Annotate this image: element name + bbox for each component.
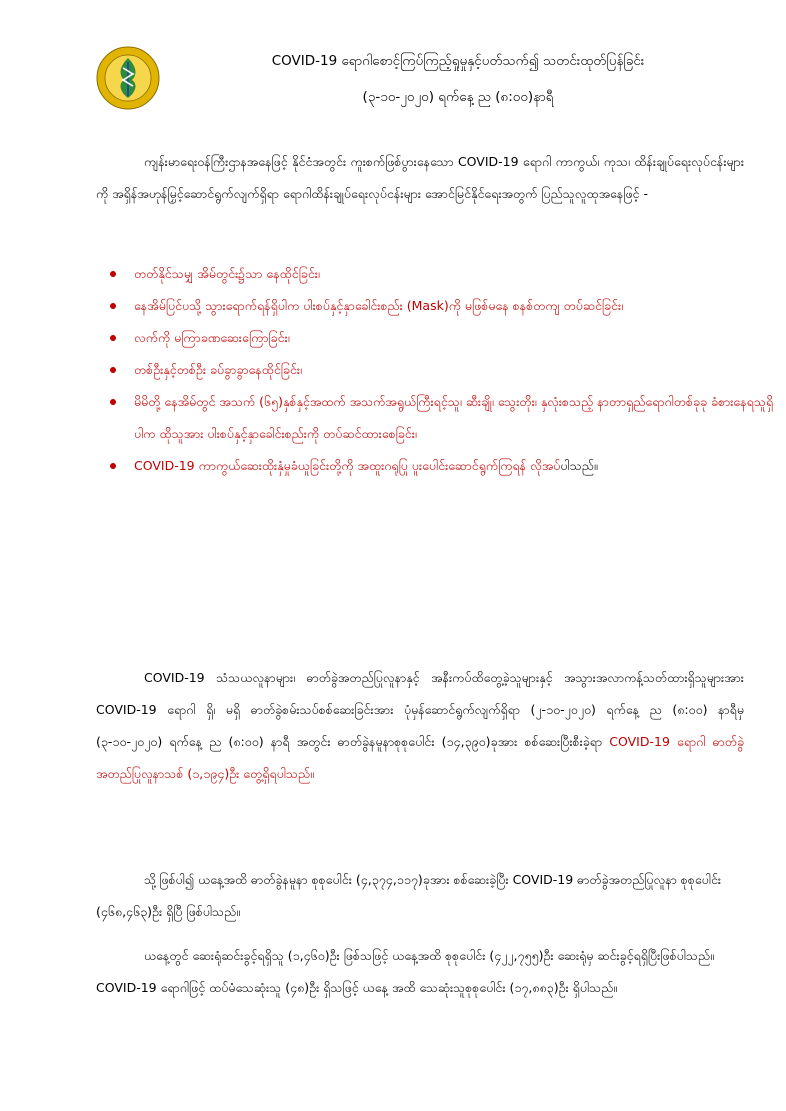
total-cases-paragraph: သို့ဖြစ်ပါ၍ ယနေ့အထိ ဓာတ်ခွဲနမူနာ စုစုပေါင်း (၄,၃၇၄,၁၁၇)ခုအား စစ်ဆေးခဲ့ပြီး COVID-19 ဓာတ်ခွဲအတည်ပြုလူနာ စုစုပေါင်း (၄၆၈,၄၆၃)ဦး ရှိပြီ ဖြစ်ပါသည်။ bbox=[96, 872, 722, 919]
list-item: လက်ကို မကြာခဏဆေးကြောခြင်း၊ bbox=[134, 322, 782, 354]
list-item: တစ်ဦးနှင့်တစ်ဦး ခပ်ခွာခွာနေထိုင်ခြင်း၊ bbox=[134, 354, 782, 386]
recovery-deaths-paragraph: ယနေ့တွင် ဆေးရုံဆင်းခွင့်ရရှိသူ (၁,၄၆၀)ဦး ဖြစ်သဖြင့် ယနေ့အထိ စုစုပေါင်း (၄၂၂,၇၅၅)ဦး ဆေးရုံမှ ဆင်းခွင့်ရရှိပြီးဖြစ်ပါသည်။ COVID-19 ရောဂါဖြင့် ထပ်မံသေဆုံးသူ (၄၈)ဦး ရှိသဖြင့် ယနေ့ အထိ သေဆုံးသူစုစုပေါင်း (၁၇,၈၈၃)ဦး ရှိပါသည်။ bbox=[96, 948, 714, 995]
list-item: မိမိတို့ နေအိမ်တွင် အသက် (၆၅)နှစ်နှင့်အထက် အသက်အရွယ်ကြီးရင့်သူ၊ ဆီးချို၊ သွေးတိုး၊ နှလုံးစသည့် နာတာရှည်ရောဂါတစ်ခုခု ခံစားနေရသူရှိပါက ထိုသူအား ပါးစပ်နှင့်နှာခေါင်းစည်းကို တပ်ဆင်ထားစေခြင်း၊ bbox=[134, 386, 782, 450]
guideline-list bbox=[96, 258, 782, 482]
title-line-2: (၃-၁၀-၂၀၂၀) ရက်နေ့ ည (၈:၀၀)နာရီ bbox=[362, 89, 554, 105]
list-item: တတ်နိုင်သမျှ အိမ်တွင်း၌သာ နေထိုင်ခြင်း၊ bbox=[134, 258, 782, 290]
ministry-of-health-seal-icon bbox=[96, 46, 160, 110]
list-item: COVID-19 ကာကွယ်ဆေးထိုးနှံမှုခံယူခြင်းတို့ကို အထူးဂရုပြု ပူးပေါင်းဆောင်ရွက်ကြရန် လိုအပ်ပါသည်။ bbox=[134, 450, 782, 482]
testing-paragraph: COVID-19 သံသယလူနာများ၊ ဓာတ်ခွဲအတည်ပြုလူနာနှင့် အနီးကပ်ထိတွေ့ခဲ့သူများနှင့် အသွားအလာကန့်သတ်ထားရှိသူများအား COVID-19 ရောဂါ ရှိ၊ မရှိ ဓာတ်ခွဲစမ်းသပ်စစ်ဆေးခြင်းအား ပုံမှန်ဆောင်ရွက်လျက်ရှိရာ (၂-၁၀-၂၀၂၀) ရက်နေ့ ည (၈:၀၀) နာရီမှ (၃-၁၀-၂၀၂၀) ရက်နေ့ ည (၈:၀၀) နာရီ အတွင်း ဓာတ်ခွဲနမူနာစုစုပေါင်း (၁၄,၃၉၀)ခုအား စစ်ဆေးပြီးစီးခဲ့ရာ COVID-19 ရောဂါ ဓာတ်ခွဲ အတည်ပြုလူနာသစ် (၁,၁၉၄)ဦး တွေ့ရှိရပါသည်။ bbox=[96, 670, 744, 781]
title-line-1: COVID-19 ရောဂါစောင့်ကြပ်ကြည့်ရှုမှုနှင့်ပတ်သက်၍ သတင်းထုတ်ပြန်ခြင်း bbox=[271, 53, 645, 69]
new-cases-highlight: COVID-19 ရောဂါ ဓာတ်ခွဲ အတည်ပြုလူနာသစ် (၁,၁၉၄)ဦး တွေ့ရှိရပါသည်။ bbox=[96, 734, 744, 781]
list-item-tail: ပါသည်။ bbox=[560, 458, 598, 473]
intro-paragraph: ကျန်းမာရေးဝန်ကြီးဌာနအနေဖြင့် နိုင်ငံအတွင်း ကူးစက်ဖြစ်ပွားနေသော COVID-19 ရောဂါ ကာကွယ်၊ ကုသ၊ ထိန်းချုပ်ရေးလုပ်ငန်းများကို အရှိန်အဟုန်မြှင့်ဆောင်ရွက်လျက်ရှိရာ ရောဂါထိန်းချုပ်ရေးလုပ်ငန်းများ အောင်မြင်နိုင်ရေးအတွက် ပြည်သူလူထုအနေဖြင့် - bbox=[96, 154, 744, 201]
list-item: နေအိမ်ပြင်ပသို့ သွားရောက်ရန်ရှိပါက ပါးစပ်နှင့်နှာခေါင်းစည်း (Mask)ကို မဖြစ်မနေ စနစ်တကျ တပ်ဆင်ခြင်း၊ bbox=[134, 290, 782, 322]
